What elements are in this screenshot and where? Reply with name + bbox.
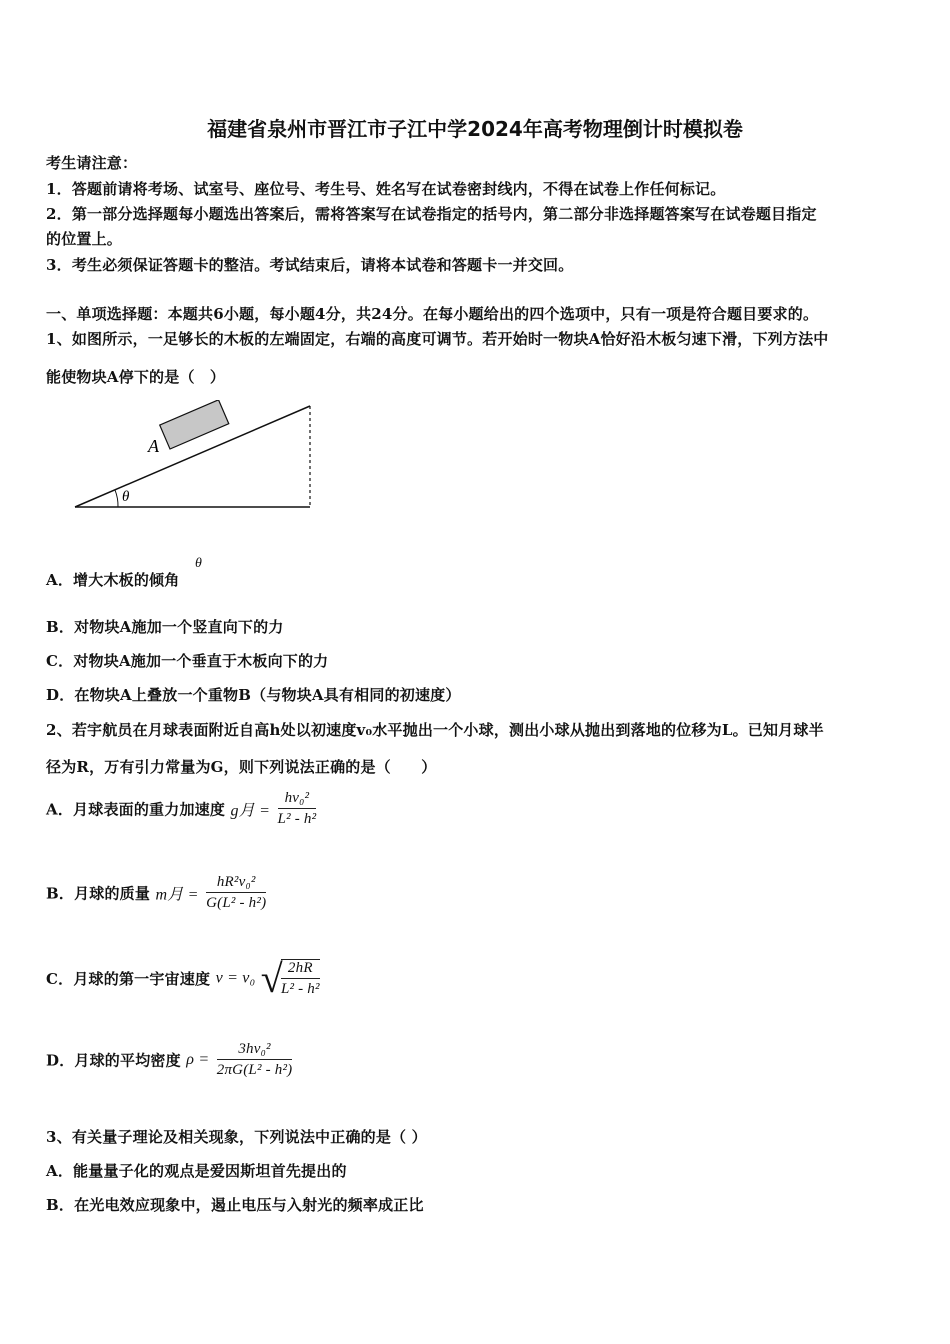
q2-option-a-text: A．月球表面的重力加速度 — [46, 800, 226, 819]
q2-option-c-lhs: v = v₀ — [215, 969, 256, 987]
q2-option-b-text: B．月球的质量 — [46, 884, 151, 903]
q2-option-a-denominator: L² - h² — [277, 811, 317, 827]
q2-stem-line1: 2、若宇航员在月球表面附近自高h处以初速度v₀水平抛出一个小球，测出小球从抛出到落地的位移为L。已知月球半 — [46, 721, 824, 739]
block-a-label: A — [148, 436, 159, 456]
section-heading: 一、单项选择题：本题共6小题，每小题4分，共24分。在每小题给出的四个选项中，只有一项是符合题目要求的。 — [46, 305, 819, 323]
q2-option-c-denominator: L² - h² — [280, 981, 320, 997]
q2-option-d-text: D．月球的平均密度 — [46, 1051, 181, 1070]
q1-option-d: D．在物块A上叠放一个重物B（与物块A具有相同的初速度） — [46, 686, 461, 704]
q2-option-d — [46, 1041, 292, 1079]
q2-option-b — [46, 874, 266, 912]
notice-heading: 考生请注意： — [46, 154, 138, 172]
incline-diagram — [70, 400, 330, 515]
q2-option-a-numerator: hv₀² — [278, 790, 317, 809]
q1-option-a-text: A．增大木板的倾角 — [46, 571, 180, 589]
q2-option-d-denominator: 2πG(L² - h²) — [216, 1062, 293, 1078]
q1-option-a — [46, 569, 179, 590]
q2-option-c-sqrt — [261, 955, 320, 1002]
q2-option-d-lhs: ρ = — [186, 1051, 210, 1068]
notice-item-1: 1．答题前请将考场、试室号、座位号、考生号、姓名写在试卷密封线内，不得在试卷上作任何标记。 — [46, 180, 726, 198]
q2-stem-line2: 径为R，万有引力常量为G，则下列说法正确的是（ ） — [46, 758, 437, 776]
q3-stem: 3、有关量子理论及相关现象，下列说法中正确的是（ ） — [46, 1128, 427, 1146]
notice-item-2-cont: 的位置上。 — [46, 230, 123, 248]
page-title: 福建省泉州市晋江市子江中学2024年高考物理倒计时模拟卷 — [207, 117, 743, 141]
q2-option-a-fraction — [278, 790, 317, 828]
angle-theta-label: θ — [122, 489, 130, 505]
radical-sign: √ — [260, 956, 283, 1001]
incline-figure — [70, 400, 330, 519]
q2-option-c-numerator: 2hR — [281, 960, 320, 979]
q2-option-b-fraction — [206, 874, 266, 912]
q3-option-a: A．能量量子化的观点是爱因斯坦首先提出的 — [46, 1162, 347, 1180]
notice-item-2: 2．第一部分选择题每小题选出答案后，需将答案写在试卷指定的括号内，第二部分非选择题答案写在试卷题目指定 — [46, 205, 817, 223]
q2-option-a — [46, 790, 316, 828]
block-a — [160, 400, 229, 449]
q3-option-b: B．在光电效应现象中，遏止电压与入射光的频率成正比 — [46, 1196, 424, 1214]
q1-option-a-theta: θ — [195, 556, 202, 571]
q1-option-c: C．对物块A施加一个垂直于木板向下的力 — [46, 652, 329, 670]
q2-option-b-denominator: G(L² - h²) — [206, 895, 267, 911]
q2-option-d-numerator: 3hv₀² — [217, 1041, 293, 1060]
q1-stem-line1: 1、如图所示，一足够长的木板的左端固定，右端的高度可调节。若开始时一物块A恰好沿木板匀速下滑，下列方法中 — [46, 330, 829, 348]
notice-item-3: 3．考生必须保证答题卡的整洁。考试结束后，请将本试卷和答题卡一并交回。 — [46, 256, 574, 274]
q1-stem-line2: 能使物块A停下的是（ ） — [46, 368, 226, 386]
q2-option-c-fraction — [281, 960, 320, 998]
q1-option-b: B．对物块A施加一个竖直向下的力 — [46, 618, 284, 636]
angle-arc — [115, 490, 118, 507]
q2-option-a-lhs: g月 = — [230, 802, 271, 820]
q2-option-c — [46, 955, 320, 1002]
q2-option-b-numerator: hR²v₀² — [206, 874, 266, 893]
q2-option-b-lhs: m月 = — [155, 886, 199, 904]
q2-option-d-fraction — [217, 1041, 293, 1079]
q2-option-c-text: C．月球的第一宇宙速度 — [46, 970, 211, 988]
